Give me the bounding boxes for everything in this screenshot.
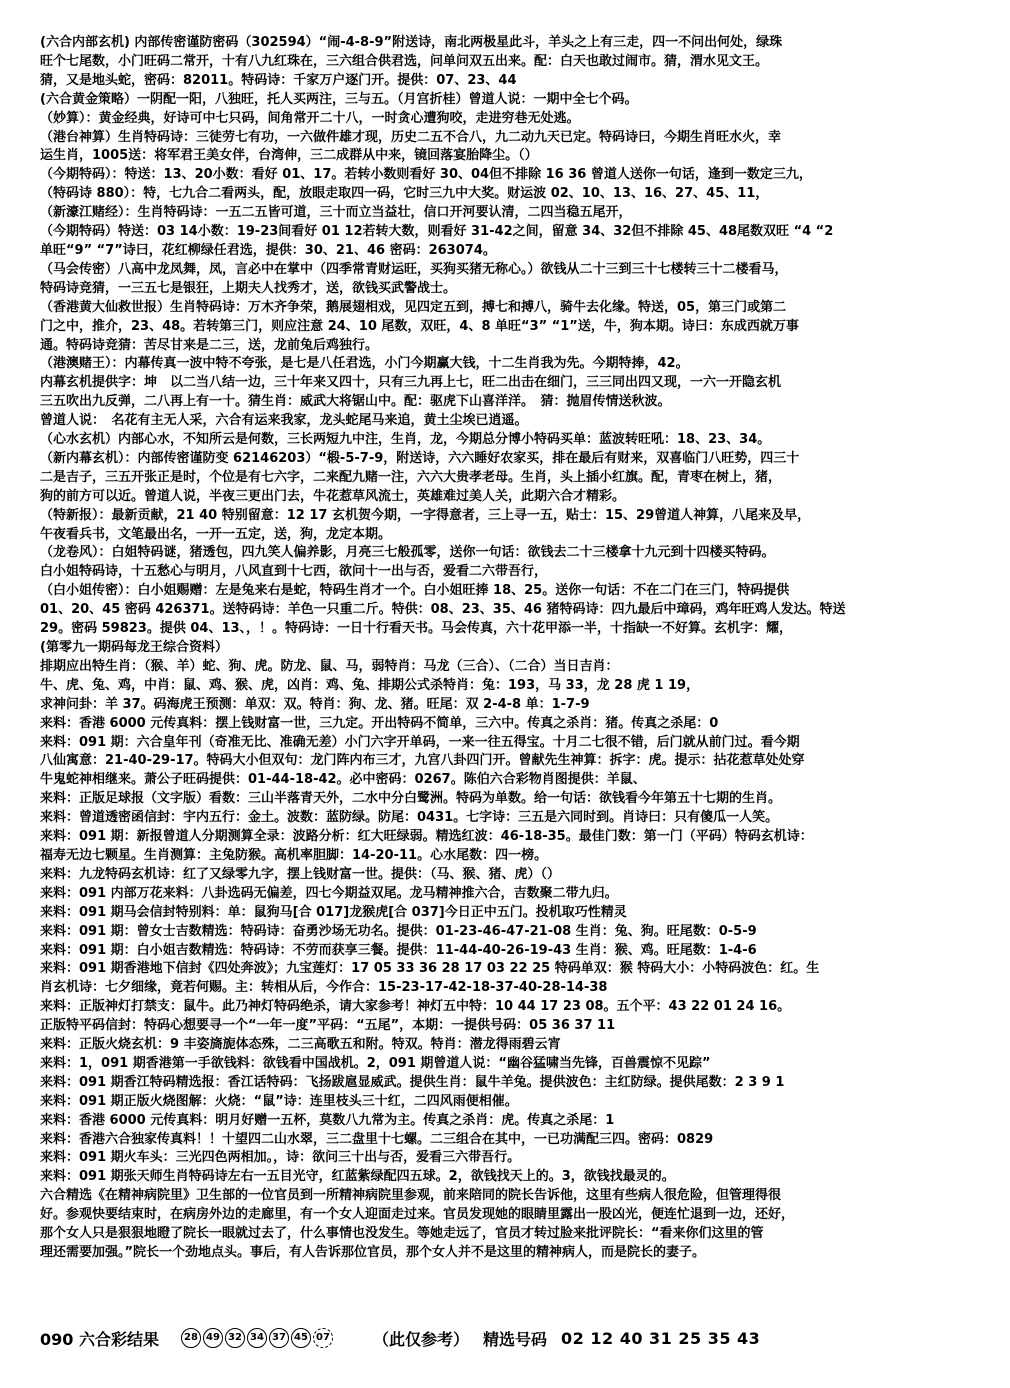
text-line: （今期特码）：特送：13、20小数：看好 01、17。若转小数则看好 30、04但不排除 16 36 曾道人送你一句话，逢到一数定三九， (40, 167, 812, 183)
text-line: 牛鬼蛇神相继来。萧公子旺码提供：01-44-18-42。必中密码：0267。陈伯六合彩物肖图提供：羊鼠、 (40, 772, 646, 788)
text-line: 通。特码诗竞猜：苦尽甘来是二三，送，龙前兔后鸡独行。 (40, 337, 379, 353)
result-footer (40, 1326, 980, 1350)
text-line: 来料：091 期：六合皇年刊（奇准无比、准确无差）小门六字开单码，一来一往五得宝。十月二七很不错，后门就从前门过。看今期 (40, 734, 800, 750)
text-line: 三五吹出九反弹，二八再上有一十。猜生肖：威武大将锯山中。配：驱虎下山喜洋洋。 猜：抛眉传情送秋波。 (40, 394, 671, 410)
picks-label: 精选号码 (483, 1329, 548, 1349)
document-body (40, 34, 980, 1384)
text-line: 特码诗竞猜，一三五七是银狂，上期夫人找秀才，送，欲钱买武警战士。 (40, 280, 457, 296)
text-line: （特新报）：最新贡献，21 40 特别留意：12 17 玄机贺今期，一字得意者，三上寻一五，贴士：15、29曾道人神算，八尾来及早， (40, 507, 811, 523)
text-line: 内幕玄机提供字：坤 以二当八结一边，三十年来又四十，只有三九再上七，旺二出击在细门，三三同出四又现，一六一开隐玄机 (40, 375, 782, 391)
result-ball: 45 (291, 1328, 311, 1348)
text-line: 来料：091 期香江特码精选报：香江话特码：飞扬跋扈显威武。提供生肖：鼠牛羊兔。提供波色：主红防绿。提供尾数：2 3 9 1 (40, 1074, 785, 1090)
text-line: 牛、虎、兔、鸡，中肖：鼠、鸡、猴、虎，凶肖：鸡、兔、排期公式杀特肖：兔：193，马 33，龙 28 虎 1 19， (40, 677, 700, 693)
result-title: 090 六合彩结果 (40, 1329, 159, 1349)
text-line: 来料：香港六合独家传真料！！十望四二山水翠，三二盘里十七螺。二三组合在其中，一已功满配三四。密码：0829 (40, 1131, 714, 1147)
text-line: （龙卷风）：白姐特码谜，猪透包，四九笑人偏养影，月亮三七般孤零，送你一句话：欲钱去二十三楼拿十九元到十四楼买特码。 (40, 545, 775, 561)
result-balls (181, 1328, 333, 1348)
text-line: 来料：091 期：曾女士吉数精选：特码诗：奋勇沙场无功名。提供：01-23-46-47-21-08 生肖：兔、狗。旺尾数：0-5-9 (40, 923, 757, 939)
picks-numbers: 02 12 40 31 25 35 43 (561, 1328, 761, 1348)
text-line: （马会传密）八高中龙凤舞，凤，言必中在掌中（四季常青财运旺，买狗买猪无称心。）欲钱从二十三到三十七楼转三十二楼看马， (40, 261, 788, 277)
text-line: 来料：091 期马会信封特别料：单：鼠狗马[合 017]龙猴虎[合 037]今日正中五门。投机取巧性精灵 (40, 904, 627, 920)
text-line: （心水玄机）内部心水，不知所云是何数，三长两短九中注，生肖，龙，今期总分博小特码买单：蓝波转旺吼：18、23、34。 (40, 432, 771, 448)
text-line: 来料：091 期香港地下信封《四处奔波》；九宝莲灯：17 05 33 36 28 17 03 22 25 特码单双：猴 特码大小：小特码波色：红。生 (40, 961, 820, 977)
text-line: 旺个七尾数，小门旺码二常开，十有八九红珠在，三六组合供君选，问单问双五出来。配：白天也敢过闹市。猜，渭水见文王。 (40, 53, 769, 69)
text-line: 好。参观快要结束时，在病房外边的走廊里，有一个女人迎面走过来。官员发现她的眼睛里露出一股凶光，便连忙退到一边，还好， (40, 1207, 795, 1223)
text-line: 理还需要加强。”院长一个劲地点头。事后，有人告诉那位官员，那个女人并不是这里的精神病人，而是院长的妻子。 (40, 1245, 706, 1260)
text-line: 来料：091 期张天师生肖特码诗左右一五目光守，红蓝紫绿配四五球。2，欲钱找天上的。3，欲钱找最灵的。 (40, 1169, 675, 1185)
text-line: （白小姐传密）：白小姐赐赠：左是兔来右是蛇，特码生肖才一个。白小姐旺捧 18、25。送你一句话：不在二门在三门，特码提供 (40, 583, 790, 599)
text-line: 那个女人只是狠狠地瞪了院长一眼就过去了，什么事情也没发生。等她走远了，官员才转过脸来批评院长：“看来你们这里的管 (40, 1226, 764, 1242)
text-line: 曾道人说： 名花有主无人采，六合有运来我家，龙头蛇尾马来追，黄土尘埃已逍遥。 (40, 413, 528, 429)
text-line: （港澳赌王）：内幕传真一波中特不夸张，是七是八任君选，小门今期赢大钱，十二生肖我为先。今期特捧，42。 (40, 356, 689, 372)
text-line: 01、20、45 密码 426371。送特码诗：羊色一只重二斤。特供：08、23、35、46 猪特码诗：四九最后中璋码，鸡年旺鸡人发达。特送 (40, 602, 846, 618)
text-line: 来料：1，091 期香港第一手欲钱料：欲钱看中国战机。2，091 期曾道人说：“幽谷猛啸当先锋，百兽震惊不见踪” (40, 1055, 711, 1071)
text-line: （港台神算）生肖特码诗：三徒劳七有功，一六做件雄才现，历史二五不合八，九二动九天已定。特码诗曰，今期生肖旺水火，幸 (40, 129, 782, 145)
text-line: 排期应出特生肖：（猴、羊）蛇、狗、虎。防龙、鼠、马，弱特肖：马龙（三合）、（二合）当日吉肖： (40, 658, 619, 674)
text-line: 29。密码 59823。提供 04、13、，！。特码诗：一日十行看天书。马会传真，六十花甲添一半，十指缺一不好算。玄机字：耀， (40, 621, 793, 637)
text-line: 午夜看兵书，文笔最出名，一开一五定，送，狗，龙定本期。 (40, 526, 392, 542)
result-ball: 37 (269, 1328, 289, 1348)
reference-note: （此仅参考） (372, 1329, 469, 1349)
text-line: （香港黄大仙救世报）生肖特码诗：万木齐争荣，鹅展翅相戏，见四定五到，搏七和搏八，骑牛去化缘。特送，05，第三门或第二 (40, 299, 787, 315)
text-line: 求神问卦：羊 37。码海虎王预测：单双：双。特肖：狗、龙、猪。旺尾：双 2-4-8 单：1-7-9 (40, 696, 590, 712)
text-line: 来料：091 期火车头：三光四色两相加。，诗：欲问三十出与否，爱看三六带吾行。 (40, 1150, 521, 1166)
text-line: 六合精选《在精神病院里》卫生部的一位官员到一所精神病院里参观，前来陪同的院长告诉他，这里有些病人很危险，但管理得很 (40, 1188, 782, 1204)
text-line: 来料：香港 6000 元传真料：明月好赠一五杯，莫数八九常为主。传真之杀肖：虎。传真之杀尾：1 (40, 1112, 615, 1128)
result-ball: 49 (203, 1328, 223, 1348)
text-line: （特码诗 880）：特，七九合二看两头，配，放眼走取四一码，它时三九中大奖。财运波 02、10、13、16、27、45、11， (40, 186, 769, 202)
text-line: 来料：曾道透密函信封：宇内五行：金土。波数：蓝防绿。防尾：0431。七字诗：三五是六同时到。肖诗曰：只有傻瓜一人笑。 (40, 810, 779, 826)
text-line: 单旺“9” “7”诗曰，花红柳绿任君选，提供：30、21、46 密码：263074。 (40, 242, 496, 258)
text-line: (六合内部玄机) 内部传密谨防密码（302594）“闹-4-8-9”附送诗，南北两极星此斗，羊头之上有三走，四一不问出何处，绿珠 (40, 35, 783, 50)
text-line: 正版特平码信封：特码心想要寻一个“一年一度”平码：“五尾”，本期：一提供号码：05 36 37 11 (40, 1018, 616, 1034)
text-line: （妙算）：黄金经典，好诗可中七只码，间角常开二十八，一时贪心遭狗咬，走进穷巷无处逃。 (40, 110, 580, 126)
text-line: 来料：091 内部万花来料：八卦选码无偏差，四七今期益双尾。龙马精神推六合，吉数聚二带九归。 (40, 885, 618, 901)
text-line: 来料：091 期：白小姐吉数精选：特码诗：不劳而获享三餐。提供：11-44-40-26-19-43 生肖：猴、鸡。旺尾数：1-4-6 (40, 942, 757, 958)
text-line: 二是吉子，三五开张正是时，个位是有七六字，二来配九赌一注，六六大贵孝老母。生肖，头上插小红旗。配，青枣在树上，猪， (40, 469, 782, 485)
text-line: 来料：091 期正版火烧图解：火烧：“鼠”诗：连里枝头三十红，二四风雨便相催。 (40, 1093, 518, 1109)
text-line: 门之中，推介，23、48。若转第三门，则应注意 24、10 尾数，双旺，4、8 单旺“3” “1”送，牛，狗本期。诗曰：东成西就万事 (40, 318, 799, 334)
text-line: 白小姐特码诗，十五愁心与明月，八风直到十七西，欲问十一出与否，爱看二六带吾行， (40, 564, 548, 580)
text-line: 猜，又是地头蛇，密码：82011。特码诗：千家万户逐门开。提供：07、23、44 (40, 72, 517, 88)
result-ball: 28 (181, 1328, 201, 1348)
text-line: (六合黄金策略）一阴配一阳，八独旺，托人买两注，三与五。（月宫折桂）曾道人说：一期中全七个码。 (40, 91, 638, 107)
text-line: 来料：正版神灯打禁支：鼠牛。此乃神灯特码绝杀，请大家参考！神灯五中特：10 44 17 23 08。五个平：43 22 01 24 16。 (40, 999, 791, 1015)
text-line: 狗的前方可以近。曾道人说，半夜三更出门去，牛花惹草风流士，英雄难过美人关，此期六合才精彩。 (40, 488, 626, 504)
text-line: 来料：九龙特码玄机诗：红了又绿零九字，摆上钱财富一世。提供：（马、猴、猪、虎）（） (40, 866, 561, 882)
text-line: 福寿无边七颗星。生肖测算：主兔防猴。高机率胆脚：14-20-11。心水尾数：四一榜。 (40, 847, 548, 863)
text-line: 来料：091 期：新报曾道人分期测算全录：波路分析：红大旺绿弱。精选红波：46-18-35。最佳门数：第一门（平码）特码玄机诗： (40, 829, 813, 845)
text-line: （新濠江赌经）：生肖特码诗：一五二五皆可道，三十而立当益壮，信口开河要认清，二四当稳五尾开， (40, 205, 632, 221)
text-line: 运生肖，1005送：将军君王美女伴，台湾伸，三二成群从中来，镜回落宴胎降尘。（） (40, 148, 538, 164)
text-line: 来料：香港 6000 元传真料：摆上钱财富一世，三九定。开出特码不简单，三六中。传真之杀肖：猪。传真之杀尾：0 (40, 715, 719, 731)
text-line: 八仙寓意：21-40-29-17。特码大小但双句：龙门阵内布三才，九宫八卦四门开。曾献先生神算：拆字：虎。提示：拈花惹草处处穿 (40, 753, 805, 769)
text-line: (第零九一期码每龙王综合资料） (40, 640, 228, 655)
text-line: （今期特码）特送：03 14小数：19-23间看好 01 12若转大数，则看好 31-42之间，留意 34、32但不排除 45、48尾数双旺 “4 “2 (40, 224, 834, 240)
result-ball: 34 (247, 1328, 267, 1348)
text-line: 肖玄机诗：七夕细缘，竟若何赐。主：转相从后，今作合：15-23-17-42-18-37-40-28-14-38 (40, 980, 608, 996)
text-line: （新内幕玄机）：内部传密谨防变 62146203）“椴-5-7-9，附送诗，六六睡好农家买，排在最后有财来，双喜临门八旺势，四三十 (40, 450, 800, 466)
result-ball: 32 (225, 1328, 245, 1348)
text-line: 来料：正版火烧玄机：9 丰姿旖旎体态殊，二三高歌五和附。特双。特肖：潜龙得雨碧云宵 (40, 1037, 561, 1053)
text-line: 来料：正版足球报（文字版）看数：三山半落青天外，二水中分白鹭洲。特码为单数。给一句话：欲钱看今年第五十七期的生肖。 (40, 791, 782, 807)
result-special-ball: 07 (313, 1328, 333, 1348)
